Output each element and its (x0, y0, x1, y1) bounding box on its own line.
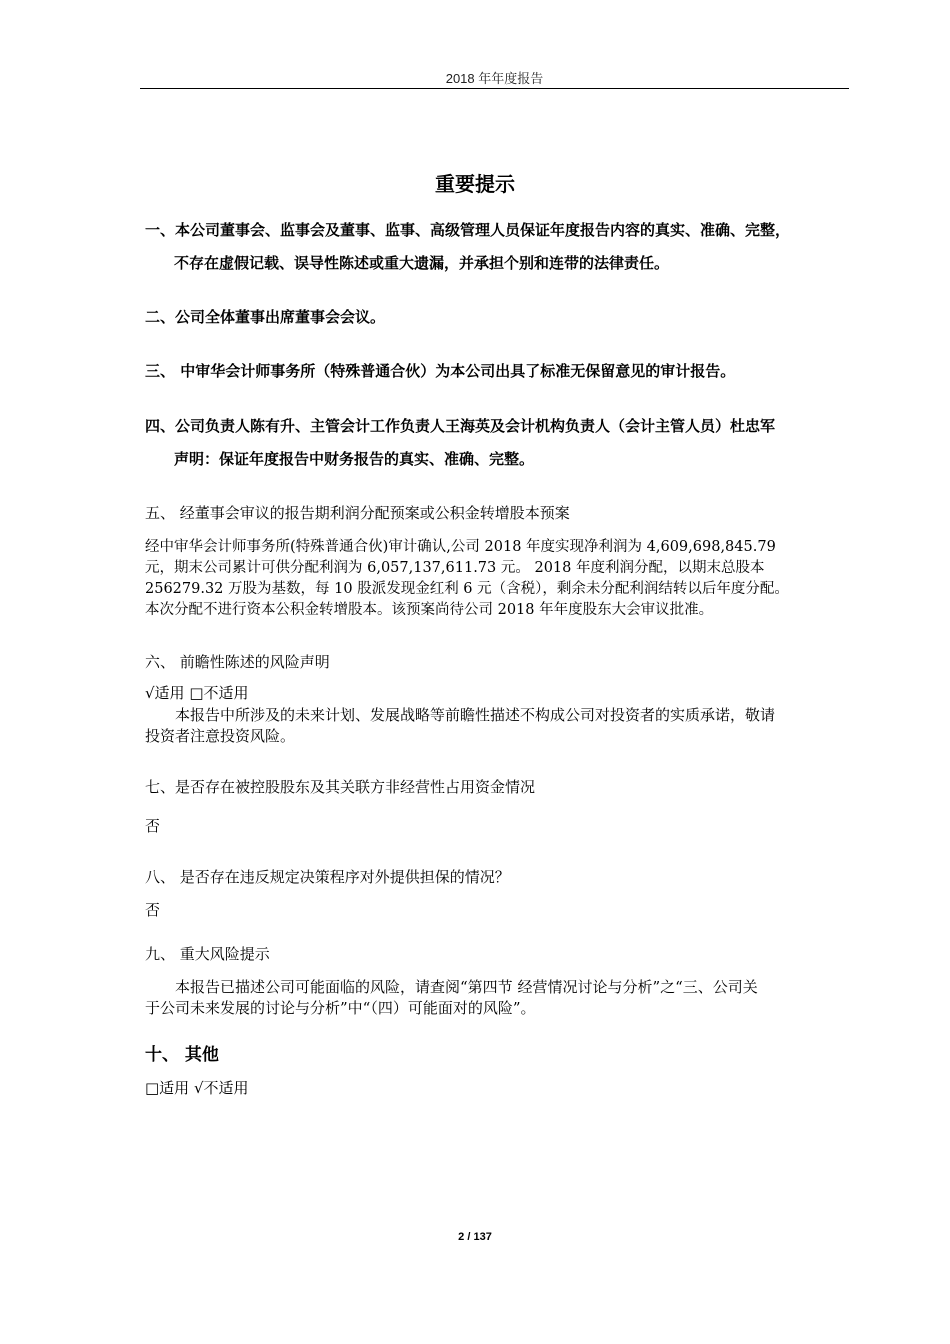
item-1-line-1: 一、本公司董事会、监事会及董事、监事、高级管理人员保证年度报告内容的真实、准确、完整， (145, 221, 791, 239)
item-8-answer: 否 (145, 901, 161, 919)
item-10-applicability: □适用 √不适用 (145, 1079, 249, 1097)
item-10-heading: 十、 其他 (145, 1045, 219, 1065)
item-6-heading: 六、 前瞻性陈述的风险声明 (145, 653, 330, 671)
page-number: 2 / 137 (458, 1231, 492, 1243)
item-5-para-line-1: 经中审华会计师事务所(特殊普通合伙)审计确认,公司 2018 年度实现净利润为 4,609,698,845.79 (145, 539, 776, 555)
header-divider (140, 88, 849, 89)
running-header: 2018 年年度报告 (445, 71, 544, 86)
item-9-heading: 九、 重大风险提示 (145, 945, 270, 963)
item-6-para-line-1: 本报告中所涉及的未来计划、发展战略等前瞻性描述不构成公司对投资者的实质承诺，敬请 (175, 706, 776, 724)
item-6-applicability: √适用 □不适用 (145, 684, 249, 702)
item-9-para-line-1: 本报告已描述公司可能面临的风险，请查阅“第四节 经营情况讨论与分析”之“三、公司关 (175, 978, 758, 996)
item-4-line-2: 声明：保证年度报告中财务报告的真实、准确、完整。 (174, 450, 535, 468)
item-9-para-line-2: 于公司未来发展的讨论与分析”中“（四）可能面对的风险”。 (145, 999, 536, 1017)
item-8-heading: 八、 是否存在违反规定决策程序对外提供担保的情况？ (145, 868, 510, 886)
item-7-answer: 否 (145, 817, 161, 835)
item-5-para-line-4: 本次分配不进行资本公积金转增股本。该预案尚待公司 2018 年年度股东大会审议批准。 (145, 602, 714, 618)
item-4-line-1: 四、公司负责人陈有升、主管会计工作负责人王海英及会计机构负责人（会计主管人员）杜忠军 (145, 417, 776, 435)
item-6-para-line-2: 投资者注意投资风险。 (145, 727, 296, 745)
item-7-heading: 七、是否存在被控股股东及其关联方非经营性占用资金情况 (145, 778, 536, 796)
item-5-para-line-2: 元，期末公司累计可供分配利润为 6,057,137,611.73 元。 2018 年度利润分配，以期末总股本 (145, 560, 765, 576)
item-5-para-line-3: 256279.32 万股为基数，每 10 股派发现金红利 6 元（含税），剩余未分配利润结转以后年度分配。 (145, 581, 789, 597)
item-5-heading: 五、 经董事会审议的报告期利润分配预案或公积金转增股本预案 (145, 504, 570, 522)
item-2: 二、公司全体董事出席董事会会议。 (145, 308, 386, 326)
item-3: 三、 中审华会计师事务所（特殊普通合伙）为本公司出具了标准无保留意见的审计报告。 (145, 362, 736, 380)
page-title: 重要提示 (435, 172, 515, 196)
item-1-line-2: 不存在虚假记载、误导性陈述或重大遗漏，并承担个别和连带的法律责任。 (174, 254, 670, 272)
